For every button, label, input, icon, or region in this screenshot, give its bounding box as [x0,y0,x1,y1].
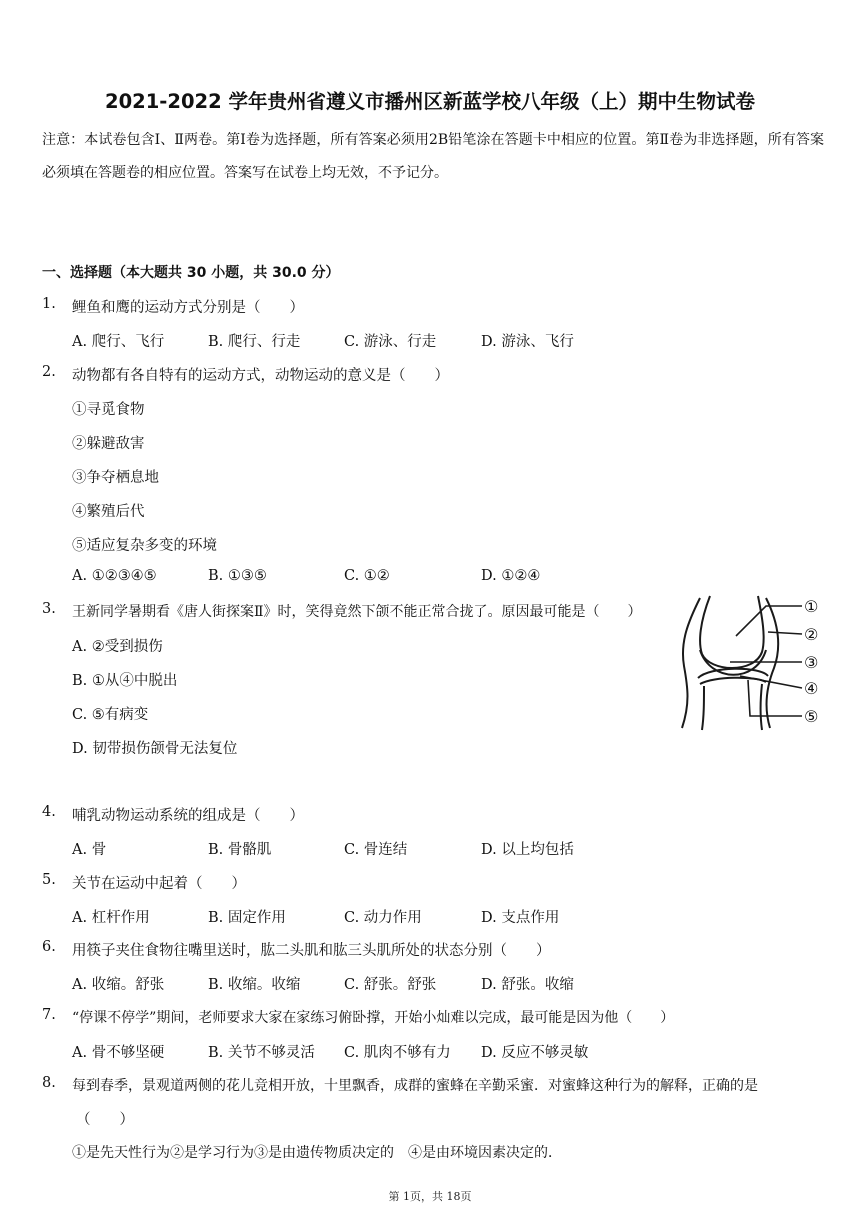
capsule-outline [682,598,700,728]
question-number: 5. [42,872,56,888]
option-d: D. 韧带损伤颌骨无法复位 [72,741,238,757]
question-stem: 每到春季，景观道两侧的花儿竞相开放，十里飘香，成群的蜜蜂在辛勤采蜜．对蜜蜂这种行为的解释，正确的是 [72,1078,758,1094]
label-4: ④ [804,679,819,698]
option-a: A. ①②③④⑤ [72,568,157,584]
option-d: D. 以上均包括 [481,842,574,858]
question-number: 2. [42,364,56,380]
option-a: A. 骨 [72,842,107,858]
question-stem: 哺乳动物运动系统的组成是（ ） [72,808,304,824]
label-2: ② [804,625,819,644]
list-item: ④繁殖后代 [72,504,145,520]
list-item: ①寻觅食物 [72,402,145,418]
question-stem: 王新同学暑期看《唐人街探案Ⅱ》时，笑得竟然下颌不能正常合拢了。原因最可能是（ ） [72,604,642,620]
option-c: C. 骨连结 [344,842,408,858]
question-stem: 关节在运动中起着（ ） [72,876,246,892]
label-5: ⑤ [804,707,819,726]
bone-head [700,596,764,668]
option-c: C. 游泳、行走 [344,334,437,350]
question-number: 8. [42,1075,56,1091]
question-number: 7. [42,1007,56,1023]
option-a: A. ②受到损伤 [72,639,163,655]
option-b: B. ①③⑤ [208,568,267,584]
option-b: B. 爬行、行走 [208,334,301,350]
option-d: D. 反应不够灵敏 [481,1045,589,1061]
list-item: ②躲避敌害 [72,436,145,452]
list-item: ①是先天性行为②是学习行为③是由遗传物质决定的 ④是由环境因素决定的． [72,1145,562,1161]
option-b: B. 收缩。收缩 [208,977,301,993]
joint-diagram [670,592,830,734]
label-1: ① [804,597,819,616]
question-stem: 用筷子夹住食物往嘴里送时，肱二头肌和肱三头肌所处的状态分别（ ） [72,943,551,959]
section-heading: 一、选择题（本大题共 30 小题，共 30.0 分） [42,265,340,281]
option-b: B. 关节不够灵活 [208,1045,315,1061]
label-3: ③ [804,653,819,672]
capsule-outline [766,598,778,728]
option-b: B. ①从④中脱出 [72,673,178,689]
option-c: C. ⑤有病变 [72,707,149,723]
question-stem: 动物都有各自特有的运动方式，动物运动的意义是（ ） [72,368,449,384]
option-d: D. 舒张。收缩 [481,977,574,993]
notice-text: 注意：本试卷包含Ⅰ、Ⅱ两卷。第Ⅰ卷为选择题，所有答案必须用2B铅笔涂在答题卡中相应的位置。第Ⅱ卷为非选择题，所有答案必须填在答题卷的相应位置。答案写在试卷上均无效，不予记分。 [42,132,824,181]
question-number: 3. [42,601,56,617]
option-c: C. ①② [344,568,390,584]
question-number: 4. [42,804,56,820]
question-number: 6. [42,939,56,955]
option-c: C. 动力作用 [344,910,422,926]
question-stem-continued: （ ） [76,1112,134,1128]
joint-socket [698,669,768,678]
option-d: D. ①②④ [481,568,541,584]
option-c: C. 舒张。舒张 [344,977,437,993]
page-title: 2021-2022 学年贵州省遵义市播州区新蓝学校八年级（上）期中生物试卷 [105,90,755,113]
list-item: ③争夺栖息地 [72,470,159,486]
question-stem: “停课不停学”期间，老师要求大家在家练习俯卧撑，开始小灿难以完成，最可能是因为他（ ） [72,1010,675,1026]
option-a: A. 杠杆作用 [72,910,150,926]
option-a: A. 骨不够坚硬 [72,1045,165,1061]
question-number: 1. [42,296,56,312]
option-d: D. 支点作用 [481,910,560,926]
list-item: ⑤适应复杂多变的环境 [72,538,217,554]
option-a: A. 收缩。舒张 [72,977,165,993]
option-a: A. 爬行、飞行 [72,334,165,350]
option-d: D. 游泳、飞行 [481,334,574,350]
option-b: B. 固定作用 [208,910,286,926]
option-c: C. 肌肉不够有力 [344,1045,451,1061]
option-b: B. 骨骼肌 [208,842,272,858]
question-stem: 鲤鱼和鹰的运动方式分别是（ ） [72,300,304,316]
page-footer: 第 1页，共 18页 [388,1190,472,1203]
